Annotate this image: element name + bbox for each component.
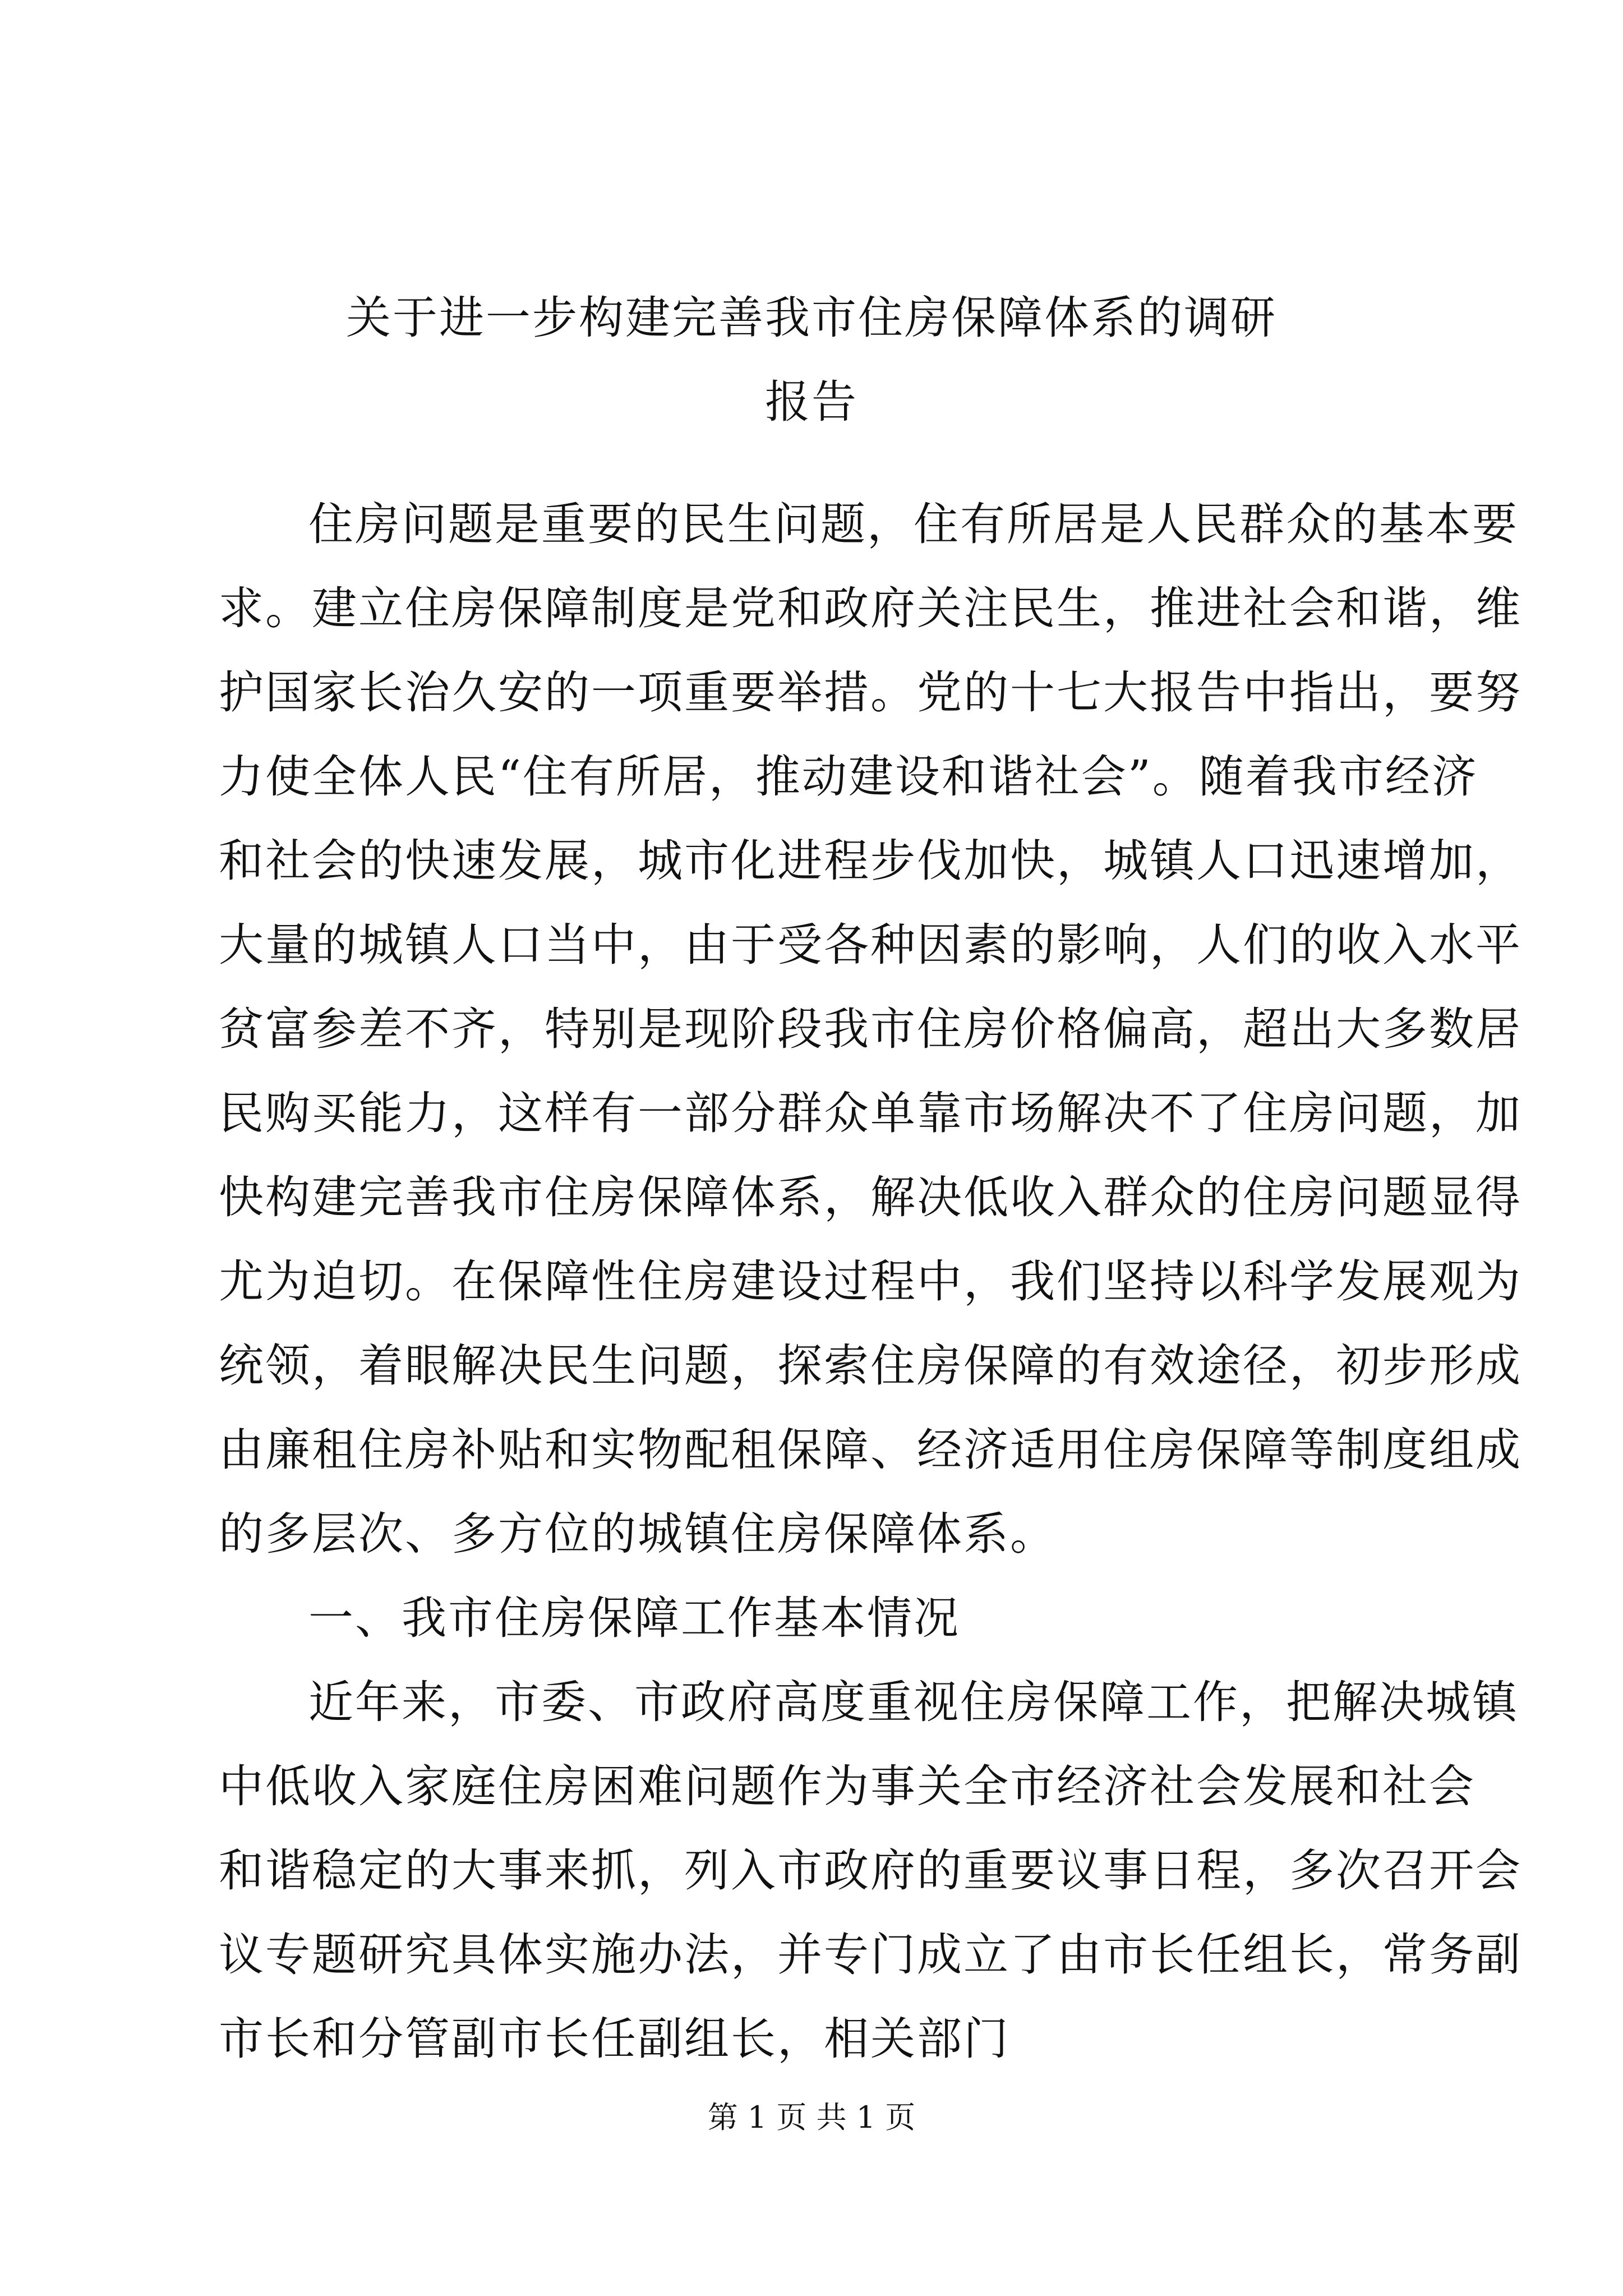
paragraph-line: 护国家长治久安的一项重要举措。党的十七大报告中指出，要努	[219, 666, 1522, 719]
paragraph-line: 住房问题是重要的民生问题，住有所居是人民群众的基本要	[308, 498, 1519, 550]
paragraph-line: 快构建完善我市住房保障体系，解决低收入群众的住房问题显得	[219, 1171, 1522, 1223]
paragraph-line: 和谐稳定的大事来抓，列入市政府的重要议事日程，多次召开会	[219, 1844, 1522, 1897]
paragraph-line: 近年来，市委、市政府高度重视住房保障工作，把解决城镇	[308, 1676, 1519, 1728]
document-title	[168, 276, 1455, 444]
document-body	[219, 482, 1522, 2081]
paragraph-line: 大量的城镇人口当中，由于受各种因素的影响，人们的收入水平	[219, 919, 1522, 971]
paragraph-line: 贫富参差不齐，特别是现阶段我市住房价格偏高，超出大多数居	[219, 1003, 1522, 1055]
section-heading: 一、我市住房保障工作基本情况	[308, 1592, 960, 1644]
paragraph-line: 议专题研究具体实施办法，并专门成立了由市长任组长，常务副	[219, 1929, 1522, 1981]
title-line: 关于进一步构建完善我市住房保障体系的调研	[346, 292, 1277, 344]
paragraph-line: 力使全体人民“住有所居，推动建设和谐社会”。随着我市经济	[219, 751, 1478, 803]
title-line: 报告	[765, 376, 858, 429]
paragraph-line: 民购买能力，这样有一部分群众单靠市场解决不了住房问题，加	[219, 1087, 1522, 1139]
paragraph-line: 统领，着眼解决民生问题，探索住房保障的有效途径，初步形成	[219, 1340, 1522, 1392]
paragraph-line: 的多层次、多方位的城镇住房保障体系。	[219, 1508, 1057, 1560]
page-footer: 第 1 页 共 1 页	[707, 2100, 916, 2135]
paragraph-line: 中低收入家庭住房困难问题作为事关全市经济社会发展和社会	[219, 1760, 1476, 1812]
paragraph-line: 尤为迫切。在保障性住房建设过程中，我们坚持以科学发展观为	[219, 1255, 1522, 1308]
paragraph-line: 求。建立住房保障制度是党和政府关注民生，推进社会和谐，维	[219, 582, 1522, 634]
paragraph-line: 和社会的快速发展，城市化进程步伐加快，城镇人口迅速增加，	[219, 835, 1522, 887]
paragraph-line: 由廉租住房补贴和实物配租保障、经济适用住房保障等制度组成	[219, 1424, 1522, 1476]
paragraph-line: 市长和分管副市长任副组长，相关部门	[219, 2013, 1010, 2065]
